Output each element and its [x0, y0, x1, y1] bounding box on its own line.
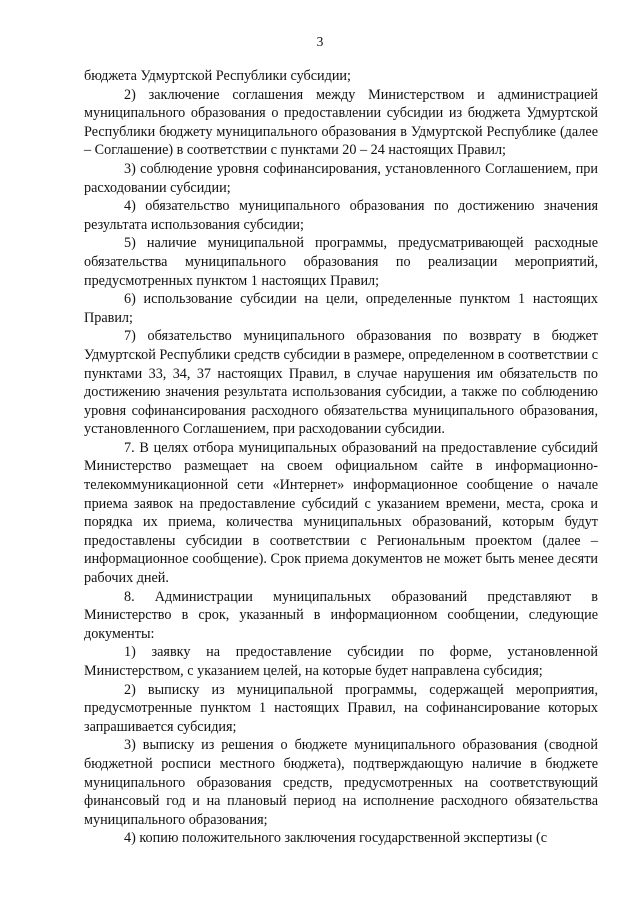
paragraph-doc-3-budget-extract: 3) выписку из решения о бюджете муниципального образования (сводной бюджетной росписи местного бюджета), подтверждающую наличие в бюджете муниципального образования средств, предусмотренных на соответствующий финансовый год и на плановый период на исполнение расходного обязательства муниципального образования;: [84, 737, 598, 828]
paragraph-clause-8-documents: 8. Администрации муниципальных образований представляют в Министерство в срок, указанный в информационном сообщении, следующие документы:: [84, 588, 598, 642]
paragraph-doc-1-application: 1) заявку на предоставление субсидии по форме, установленной Министерством, с указанием целей, на которые будет направлена субсидия;: [84, 644, 598, 679]
document-body: [84, 67, 598, 848]
paragraph-item-4-obligation: 4) обязательство муниципального образования по достижению значения результата использования субсидии;: [84, 198, 598, 233]
paragraph-continuation: бюджета Удмуртской Республики субсидии;: [84, 68, 351, 84]
paragraph-doc-4-expertise: 4) копию положительного заключения государственной экспертизы (с: [124, 830, 548, 847]
page-number: 3: [316, 34, 324, 49]
paragraph-item-6-usage: 6) использование субсидии на цели, определенные пунктом 1 настоящих Правил;: [84, 291, 598, 326]
paragraph-doc-2-program-extract: 2) выписку из муниципальной программы, содержащей мероприятия, предусмотренные пунктом 1 настоящих Правил, на софинансирование которых запрашивается субсидия;: [84, 681, 598, 735]
paragraph-item-5-program: 5) наличие муниципальной программы, предусматривающей расходные обязательства муниципального образования по реализации мероприятий, предусмотренных пунктом 1 настоящих Правил;: [84, 235, 598, 289]
paragraph-item-7-return: 7) обязательство муниципального образования по возврату в бюджет Удмуртской Республики средств субсидии в размере, определенном в соответствии с пунктами 33, 34, 37 настоящих Правил, в случае нарушения им обязательств по достижению значения результата использования субсидии, а также по соблюдению уровня софинансирования расходного обязательства муниципального образования, установленного Соглашением, при расходовании субсидии.: [84, 328, 598, 438]
paragraph-item-3-cofinancing: 3) соблюдение уровня софинансирования, установленного Соглашением, при расходовании субсидии;: [84, 160, 598, 196]
paragraph-clause-7-selection: 7. В целях отбора муниципальных образований на предоставление субсидий Министерство размещает на своем официальном сайте в информационно-телекоммуникационной сети «Интернет» информационное сообщение о начале приема заявок на предоставление субсидий с указанием времени, места, срока и порядка их приема, количества муниципальных образований, которым будут предоставлены субсидии в соответствии с Региональным проектом (далее – информационное сообщение). Срок приема документов не может быть менее десяти рабочих дней.: [84, 439, 598, 587]
paragraph-item-2-agreement: 2) заключение соглашения между Министерством и администрацией муниципального образования о предоставлении субсидии из бюджета Удмуртской Республики бюджету муниципального образования в Удмуртской Республике (далее – Соглашение) в соответствии с пунктами 20 – 24 настоящих Правил;: [84, 86, 598, 159]
